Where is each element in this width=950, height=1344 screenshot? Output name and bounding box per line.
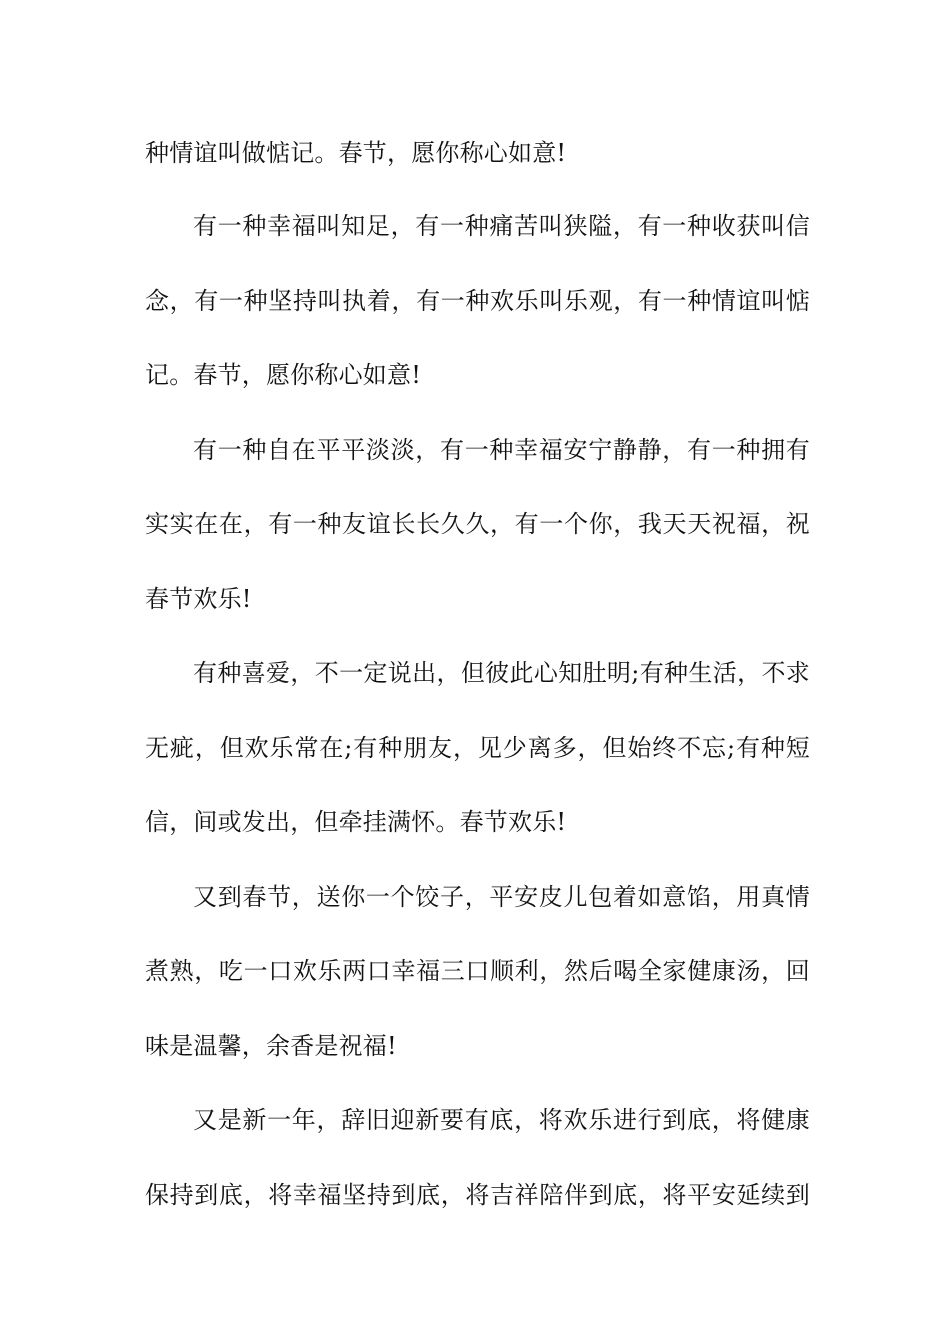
text-line: 春节欢乐! (145, 585, 252, 613)
paragraph-first-line: 有一种幸福叫知足，有一种痛苦叫狭隘，有一种收获叫信 (193, 212, 810, 240)
text-line: 种情谊叫做惦记。春节，愿你称心如意! (145, 139, 567, 167)
paragraph-first-line: 又到春节，送你一个饺子，平安皮儿包着如意馅，用真情 (193, 883, 810, 911)
text-line: 味是温馨，余香是祝福! (145, 1032, 397, 1060)
text-line: 念，有一种坚持叫执着，有一种欢乐叫乐观，有一种情谊叫惦 (145, 287, 810, 315)
paragraph-first-line: 有种喜爱，不一定说出，但彼此心知肚明;有种生活，不求 (193, 659, 810, 687)
text-line: 信，间或发出，但牵挂满怀。春节欢乐! (145, 808, 567, 836)
text-line: 记。春节，愿你称心如意! (145, 361, 422, 389)
paragraph-first-line: 有一种自在平平淡淡，有一种幸福安宁静静，有一种拥有 (193, 436, 810, 464)
text-line: 保持到底，将幸福坚持到底，将吉祥陪伴到底，将平安延续到 (145, 1181, 810, 1209)
text-line: 煮熟，吃一口欢乐两口幸福三口顺利，然后喝全家健康汤，回 (145, 957, 810, 985)
text-line: 无疵，但欢乐常在;有种朋友，见少离多，但始终不忘;有种短 (145, 734, 810, 762)
text-line: 实实在在，有一种友谊长长久久，有一个你，我天天祝福，祝 (145, 510, 810, 538)
paragraph-first-line: 又是新一年，辞旧迎新要有底，将欢乐进行到底，将健康 (193, 1106, 810, 1134)
